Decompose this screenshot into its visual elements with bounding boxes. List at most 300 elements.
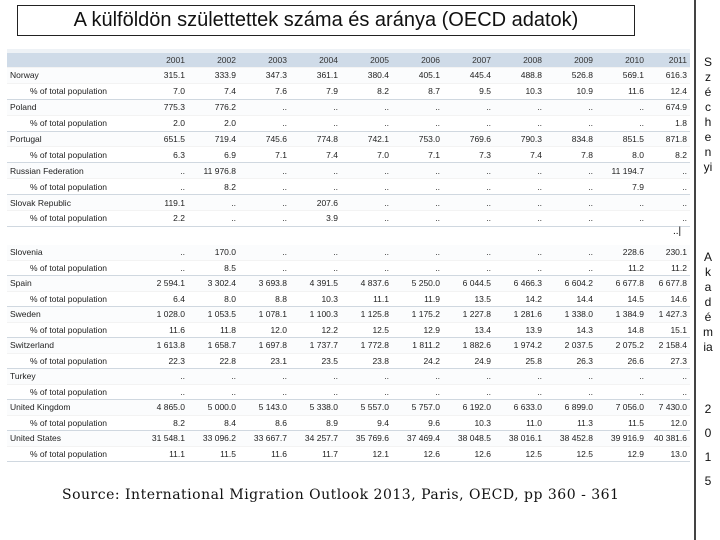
year-header: 2001 [137,53,188,68]
table-cell: .. [392,211,443,227]
table-cell: 11.6 [596,83,647,99]
table-cell: .. [137,260,188,276]
table-cell: 13.0 [647,446,690,462]
table-cell: 674.9 [647,99,690,115]
table-cell: .. [545,369,596,385]
table-cell: .. [494,195,545,211]
percent-label: % of total population [7,322,137,338]
table-cell: 11.2 [647,260,690,276]
table-cell: .. [443,179,494,195]
side-char: A [703,250,712,264]
table-cell: 1 772.8 [341,338,392,354]
table-cell: 1 100.3 [290,307,341,323]
table-cell: .. [239,260,290,276]
table-cell: 7.4 [290,147,341,163]
table-cell: 14.5 [596,291,647,307]
table-cell: 1 338.0 [545,307,596,323]
table-cell: 5 143.0 [239,400,290,416]
table-cell: 12.4 [647,83,690,99]
table-cell: 7.8 [545,147,596,163]
table-cell: 37 469.4 [392,431,443,447]
table-cell: 22.3 [137,353,188,369]
table-cell: 11.1 [341,291,392,307]
table-cell: .. [290,384,341,400]
table-cell: 2 594.1 [137,276,188,292]
table-cell: 11 194.7 [596,163,647,179]
percent-row [7,446,690,462]
table-cell: 569.1 [596,68,647,84]
table-cell: .. [341,369,392,385]
table-cell: 12.6 [443,446,494,462]
table-cell: .. [392,115,443,131]
table-cell: 9.6 [392,415,443,431]
table-cell: 7.0 [341,147,392,163]
table-cell: 5 250.0 [392,276,443,292]
table-cell: 22.8 [188,353,239,369]
country-name: Russian Federation [7,163,137,179]
table-cell: .. [239,163,290,179]
year-header-row [7,53,690,68]
table-cell: 8.2 [647,147,690,163]
table-cell: 3 693.8 [239,276,290,292]
percent-row [7,211,690,227]
table-cell: 7.9 [596,179,647,195]
table-cell: 7.0 [137,83,188,99]
country-row [7,276,690,292]
table-cell: 14.2 [494,291,545,307]
side-char: 2 [704,402,712,416]
table-cell: 230.1 [647,245,690,260]
table-cell: 361.1 [290,68,341,84]
table-cell: 12.5 [494,446,545,462]
year-header: 2009 [545,53,596,68]
vertical-divider [694,0,696,540]
table-cell: .. [443,195,494,211]
side-text-year [698,397,718,493]
table-cell: .. [443,260,494,276]
table-cell: 8.9 [290,415,341,431]
side-char: é [704,85,712,99]
table-cell: 1 078.1 [239,307,290,323]
table-cell: 5 557.0 [341,400,392,416]
table-cell: .. [392,260,443,276]
table-cell: 40 381.6 [647,431,690,447]
table-cell: .. [545,115,596,131]
table-cell: .. [392,245,443,260]
table-cell: .. [290,369,341,385]
table-cell: 405.1 [392,68,443,84]
title-box [17,5,635,36]
table-cell: .. [290,115,341,131]
country-name: Slovenia [7,245,137,260]
table-cell: 12.0 [647,415,690,431]
table-cell: 14.8 [596,322,647,338]
percent-label: % of total population [7,115,137,131]
table-cell: 790.3 [494,131,545,147]
table-cell: 23.5 [290,353,341,369]
table-cell: .. [596,195,647,211]
table-cell: .. [137,163,188,179]
table-cell: 7 430.0 [647,400,690,416]
country-row [7,400,690,416]
table-cell: 4 391.5 [290,276,341,292]
table-cell: 26.3 [545,353,596,369]
table-cell: .. [392,369,443,385]
table-cell: .. [647,369,690,385]
side-char: é [704,310,712,324]
table-cell: 119.1 [137,195,188,211]
table-cell: 871.8 [647,131,690,147]
table-cell: 8.0 [596,147,647,163]
table-cell: .. [443,99,494,115]
table-cell: 31 548.1 [137,431,188,447]
table-cell: .. [494,245,545,260]
table-cell: .. [596,115,647,131]
population-table-upper [7,53,690,227]
table-cell: 651.5 [137,131,188,147]
table-cell: .. [545,260,596,276]
table-cell: 10.3 [443,415,494,431]
table-cell: .. [545,99,596,115]
table-cell: .. [239,195,290,211]
country-name: Norway [7,68,137,84]
table-cell: 1 227.8 [443,307,494,323]
country-name: Switzerland [7,338,137,354]
table-cell: .. [392,163,443,179]
side-char: n [704,145,712,159]
table-cell: .. [443,115,494,131]
country-row [7,245,690,260]
country-name: Slovak Republic [7,195,137,211]
table-cell: .. [443,384,494,400]
table-cell: 2.2 [137,211,188,227]
country-row [7,369,690,385]
percent-row [7,83,690,99]
table-cell: 851.5 [596,131,647,147]
table-cell: 10.3 [494,83,545,99]
percent-label: % of total population [7,211,137,227]
table-cell: 3.9 [290,211,341,227]
year-header: 2007 [443,53,494,68]
table-cell: 8.5 [188,260,239,276]
table-cell: 12.9 [596,446,647,462]
table-cell: 11.3 [545,415,596,431]
table-cell: 6 604.2 [545,276,596,292]
table-cell: .. [290,245,341,260]
table-cell: 6.3 [137,147,188,163]
table-cell: .. [392,384,443,400]
table-cell: .. [137,369,188,385]
table-cell: .. [443,369,494,385]
table-cell: .. [545,163,596,179]
percent-label: % of total population [7,291,137,307]
table-cell: .. [647,163,690,179]
percent-row [7,291,690,307]
table-cell: 1 697.8 [239,338,290,354]
table-cell: .. [596,369,647,385]
side-char: m [703,325,713,339]
country-name: Spain [7,276,137,292]
percent-label: % of total population [7,384,137,400]
table-cell: 333.9 [188,68,239,84]
table-cell: 13.5 [443,291,494,307]
table-cell: 38 016.1 [494,431,545,447]
country-row [7,338,690,354]
table-cell: 12.1 [341,446,392,462]
country-name: Turkey [7,369,137,385]
percent-label: % of total population [7,83,137,99]
table-cell: 11.5 [596,415,647,431]
table-cell: 775.3 [137,99,188,115]
table-cell: .. [647,195,690,211]
table-cell: 2.0 [137,115,188,131]
table-cell: 2.0 [188,115,239,131]
table-cell: 6.4 [137,291,188,307]
table-cell: .. [341,195,392,211]
table-cell: 719.4 [188,131,239,147]
percent-row [7,353,690,369]
percent-row [7,260,690,276]
table-cell: .. [392,179,443,195]
source-citation: Source: International Migration Outlook 2013, Paris, OECD, pp 360 - 361 [62,487,620,503]
table-cell: 8.2 [188,179,239,195]
table-cell: 228.6 [596,245,647,260]
table-cell: 11.9 [392,291,443,307]
table-cell: 7.6 [239,83,290,99]
percent-row [7,147,690,163]
table-cell: .. [545,384,596,400]
table-cell: .. [239,211,290,227]
table-cell: 5 338.0 [290,400,341,416]
table-body-upper [7,68,690,227]
table-cell: 12.6 [392,446,443,462]
year-header: 2005 [341,53,392,68]
table-cell: .. [443,211,494,227]
table-cell: 7.9 [290,83,341,99]
table-cell: .. [188,369,239,385]
table-cell: 11.5 [188,446,239,462]
table-cell: .. [341,384,392,400]
table-cell: 834.8 [545,131,596,147]
table-cell: .. [239,384,290,400]
year-header: 2008 [494,53,545,68]
year-header: 2011 [647,53,690,68]
table-cell: .. [137,179,188,195]
table-cell: 6 899.0 [545,400,596,416]
table-cell: 34 257.7 [290,431,341,447]
table-cell: .. [290,163,341,179]
side-char: e [704,130,712,144]
table-cell: .. [239,99,290,115]
header-corner [7,53,137,68]
percent-label: % of total population [7,179,137,195]
table-cell: 7 056.0 [596,400,647,416]
side-char: k [705,265,711,279]
table-cell: 1 281.6 [494,307,545,323]
table-cell: 11.2 [596,260,647,276]
table-cell: .. [545,195,596,211]
table-cell: 8.8 [239,291,290,307]
table-cell: 11 976.8 [188,163,239,179]
table-cell: 7.1 [392,147,443,163]
table-cell: .. [647,384,690,400]
table-cell: 24.2 [392,353,443,369]
side-char: a [704,280,712,294]
table-cell: 11.7 [290,446,341,462]
side-char: 0 [704,426,712,440]
table-cell: .. [239,115,290,131]
table-cell: 6 677.8 [647,276,690,292]
side-char: yi [703,160,713,174]
table-cell: 8.0 [188,291,239,307]
country-name: United Kingdom [7,400,137,416]
side-text-institute [698,250,718,355]
table-cell: 616.3 [647,68,690,84]
table-cell: 1 974.2 [494,338,545,354]
table-cell: 6 677.8 [596,276,647,292]
table-cell: 380.4 [341,68,392,84]
table-cell: 24.9 [443,353,494,369]
table-cell: 8.6 [239,415,290,431]
table-cell: 13.9 [494,322,545,338]
table-cell: 7.4 [494,147,545,163]
table-cell: .. [647,211,690,227]
table-cell: .. [545,245,596,260]
table-cell: .. [545,211,596,227]
table-cell: 11.6 [137,322,188,338]
table-cell: 23.1 [239,353,290,369]
percent-row [7,115,690,131]
table-cell: 207.6 [290,195,341,211]
table-cell: 6.9 [188,147,239,163]
table-cell: 25.8 [494,353,545,369]
table-cell: 753.0 [392,131,443,147]
side-char: h [704,115,712,129]
table-cell: 11.8 [188,322,239,338]
table-cell: 33 096.2 [188,431,239,447]
table-cell: 6 466.3 [494,276,545,292]
country-row [7,431,690,447]
table-cell: 35 769.6 [341,431,392,447]
table-body-lower [7,245,690,462]
table-cell: .. [239,245,290,260]
table-cell: .. [545,179,596,195]
side-char: z [705,70,711,84]
slide-title: A külföldön születtettek száma és aránya (OECD adatok) [73,9,579,31]
table-cell: 769.6 [443,131,494,147]
table-cell: 13.4 [443,322,494,338]
table-cell: 11.1 [137,446,188,462]
table-cell: 776.2 [188,99,239,115]
table-cell: .. [392,195,443,211]
table-cell: 12.5 [545,446,596,462]
percent-label: % of total population [7,147,137,163]
table-cell: 9.5 [443,83,494,99]
country-row [7,68,690,84]
side-char: S [703,55,712,69]
percent-label: % of total population [7,353,137,369]
table-cell: 12.5 [341,322,392,338]
table-cell: .. [290,179,341,195]
table-cell: 1 811.2 [392,338,443,354]
table-cell: .. [494,115,545,131]
table-cell: .. [494,179,545,195]
table-cell: 10.9 [545,83,596,99]
table-cell: 742.1 [341,131,392,147]
table-cell: 1 882.6 [443,338,494,354]
table-cell: .. [494,369,545,385]
table-cell: 8.4 [188,415,239,431]
table-cell: 315.1 [137,68,188,84]
side-char: c [705,100,711,114]
table-cell: 1 427.3 [647,307,690,323]
table-cell: 33 667.7 [239,431,290,447]
table-cell: 10.3 [290,291,341,307]
percent-row [7,415,690,431]
country-row [7,307,690,323]
table-cell: 5 000.0 [188,400,239,416]
table-cell: 11.0 [494,415,545,431]
table-cell: .. [239,179,290,195]
country-name: Poland [7,99,137,115]
table-cell: 1 613.8 [137,338,188,354]
table-cell: 1 028.0 [137,307,188,323]
table-cell: 2 158.4 [647,338,690,354]
year-header: 2010 [596,53,647,68]
separator-marks: ..| [673,226,682,237]
table-cell: .. [188,384,239,400]
table-cell: 8.2 [341,83,392,99]
table-cell: 1.8 [647,115,690,131]
table-cell: .. [494,99,545,115]
table-cell: 8.2 [137,415,188,431]
country-row [7,195,690,211]
table-cell: 1 658.7 [188,338,239,354]
table-cell: 12.2 [290,322,341,338]
table-cell: .. [494,260,545,276]
side-char: 1 [704,450,712,464]
table-cell: .. [341,163,392,179]
percent-row [7,322,690,338]
country-row [7,163,690,179]
table-cell: 9.4 [341,415,392,431]
table-cell: .. [290,99,341,115]
table-cell: .. [341,179,392,195]
table-cell: 14.4 [545,291,596,307]
table-cell: .. [188,195,239,211]
table-cell: .. [137,245,188,260]
percent-row [7,384,690,400]
table-cell: .. [443,163,494,179]
table-cell: 26.6 [596,353,647,369]
country-name: United States [7,431,137,447]
year-header: 2003 [239,53,290,68]
year-header: 2004 [290,53,341,68]
side-text-author [698,55,718,175]
table-cell: 2 037.5 [545,338,596,354]
table-cell: 27.3 [647,353,690,369]
country-name: Sweden [7,307,137,323]
table-cell: 7.4 [188,83,239,99]
table-cell: 38 048.5 [443,431,494,447]
table-cell: 526.8 [545,68,596,84]
table-cell: .. [239,369,290,385]
table-cell: .. [341,211,392,227]
table-cell: 1 125.8 [341,307,392,323]
side-char: 5 [704,474,712,488]
table-cell: 1 053.5 [188,307,239,323]
percent-row [7,179,690,195]
